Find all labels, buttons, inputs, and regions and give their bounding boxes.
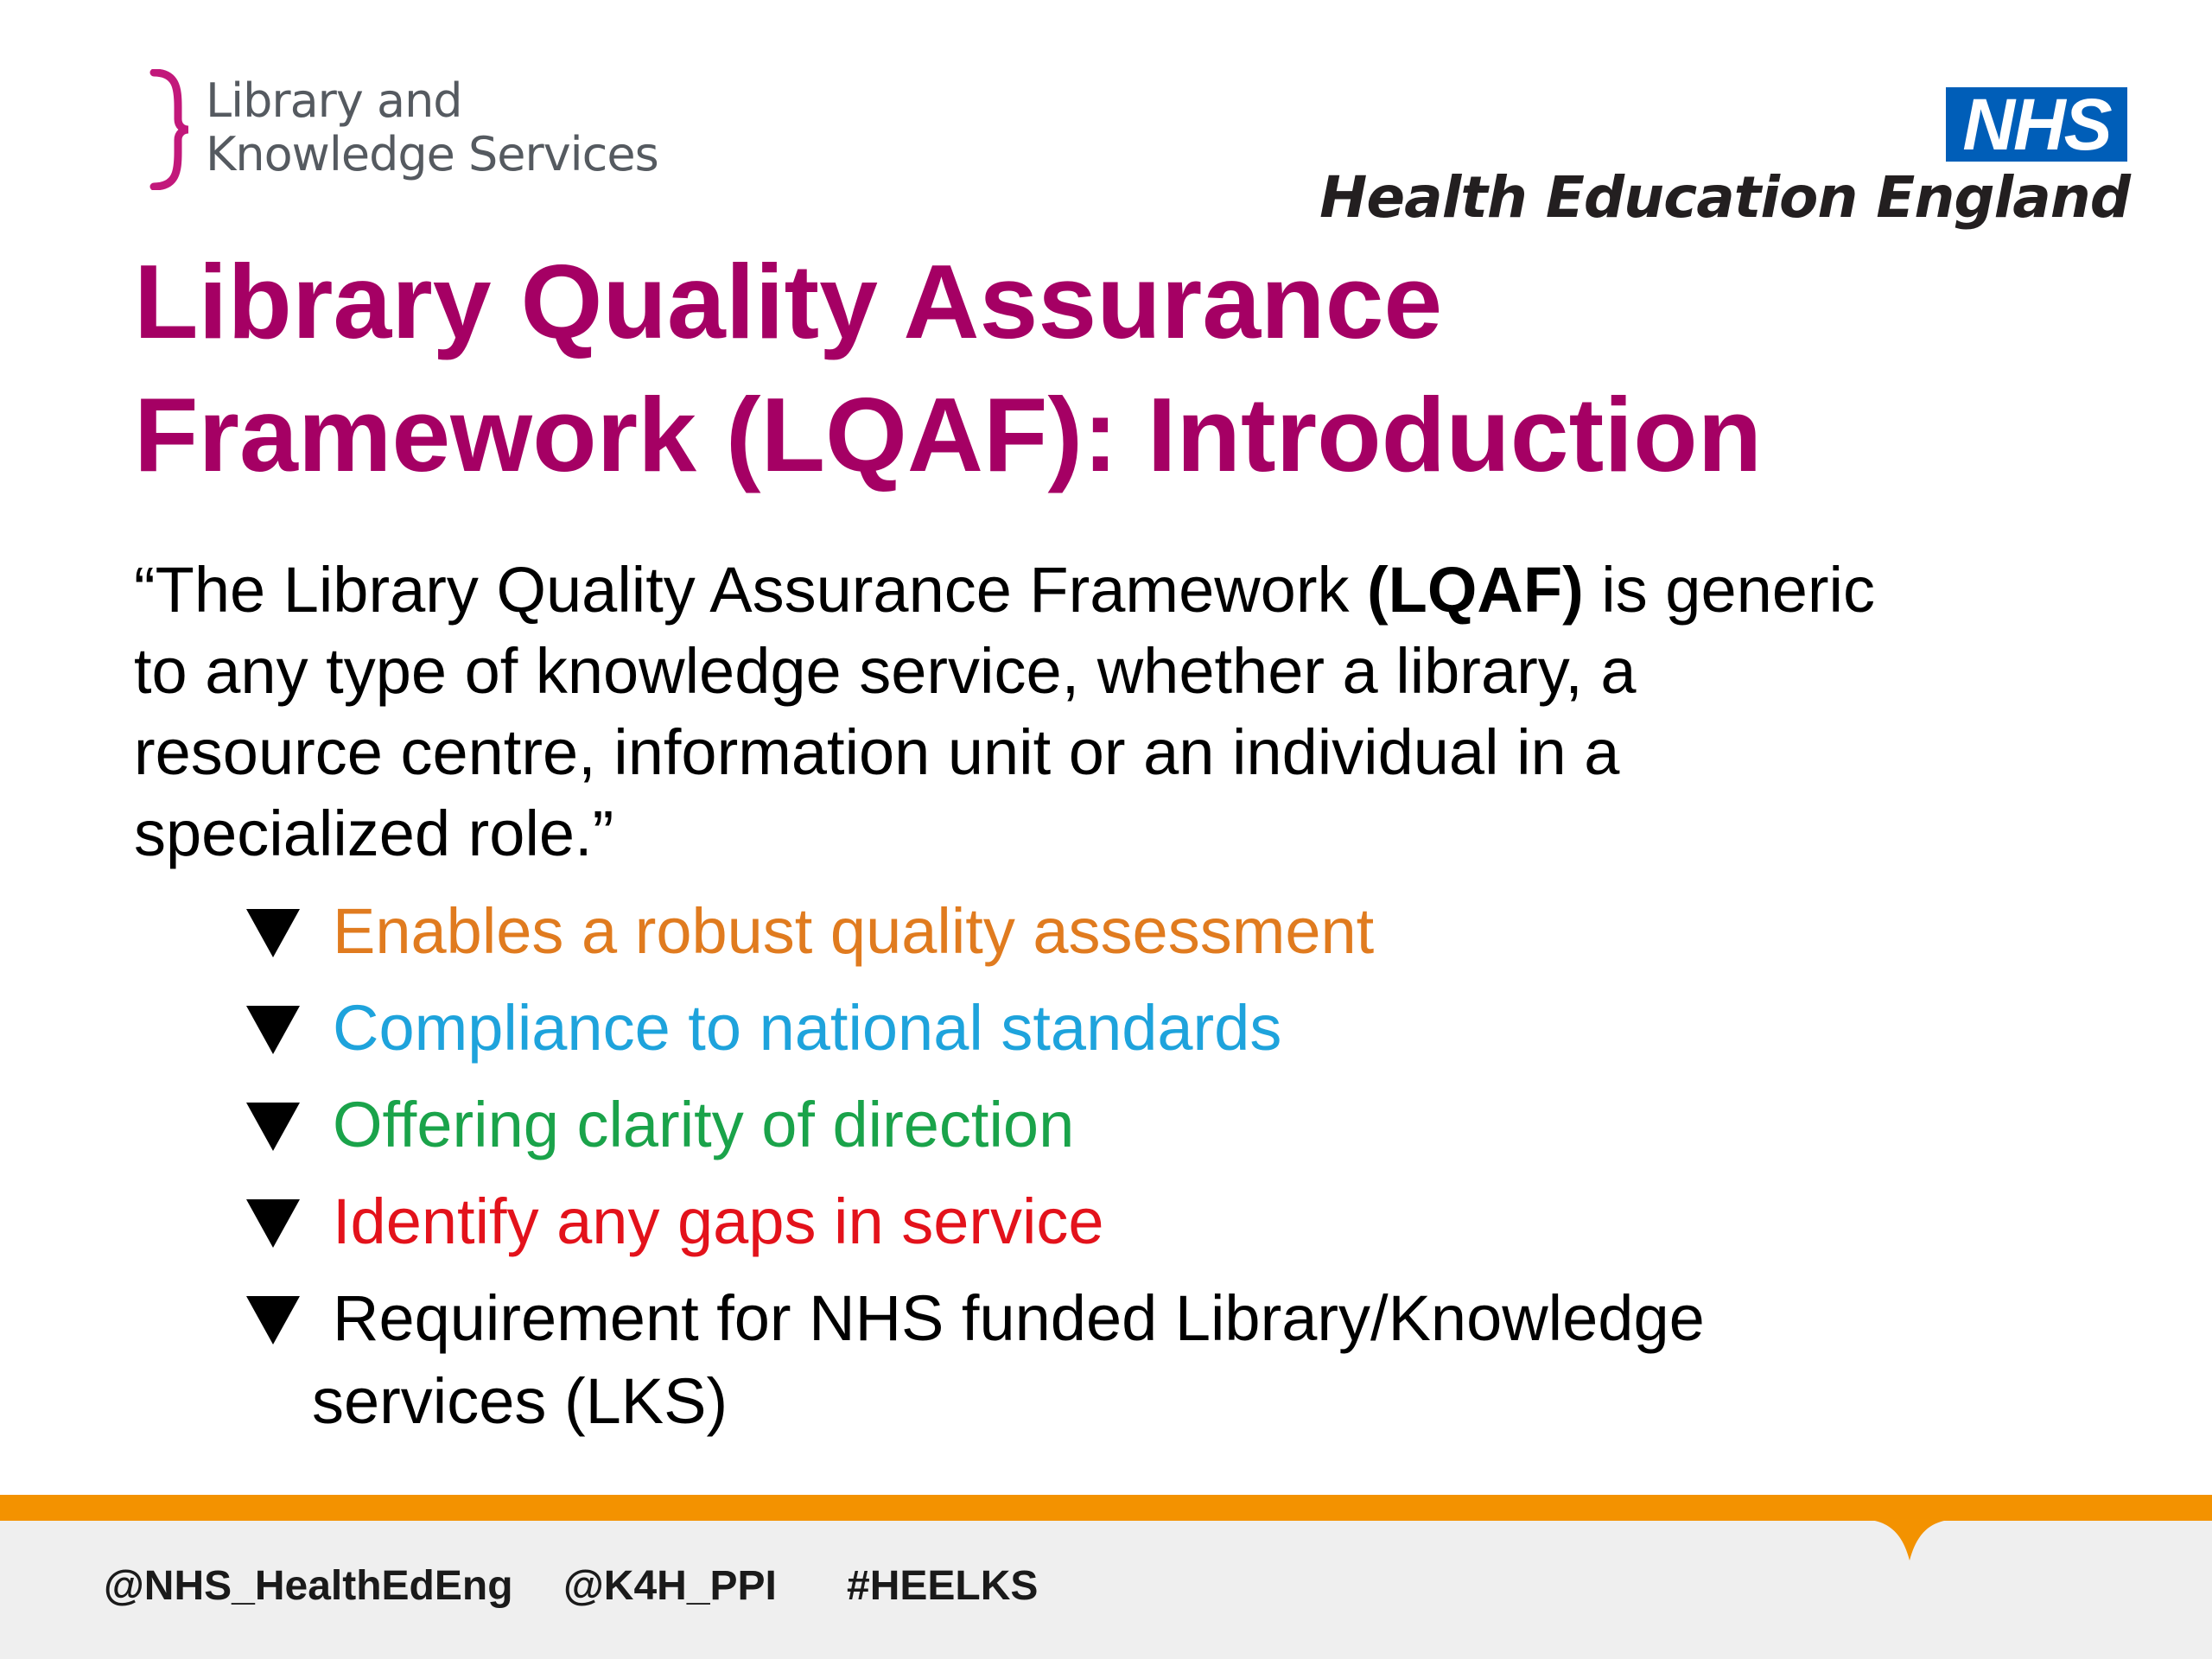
down-triangle-icon — [246, 1199, 300, 1248]
bullet-text: Enables a robust quality assessment — [333, 895, 1375, 967]
bullet-list — [246, 890, 2061, 1450]
footer-accent-bar — [0, 1495, 2212, 1521]
list-item — [246, 987, 2061, 1084]
slide-title — [134, 235, 2078, 501]
list-item — [246, 1084, 2061, 1180]
quote-line1-b: is generic — [1583, 554, 1875, 626]
lks-logo-line2: Knowledge Services — [206, 127, 658, 181]
list-item — [246, 1180, 2061, 1277]
down-triangle-icon — [246, 1296, 300, 1344]
footer-hashtag: #HEELKS — [847, 1563, 1039, 1609]
quote-paragraph — [134, 550, 2035, 874]
down-triangle-icon — [246, 1006, 300, 1054]
lks-logo-line1: Library and — [206, 73, 462, 128]
footer-handle-hee: @NHS_HealthEdEng — [104, 1563, 513, 1609]
list-item — [246, 890, 2061, 987]
nhs-logo — [1946, 84, 2127, 165]
down-triangle-icon — [246, 1103, 300, 1151]
bullet-text-continuation: services (LKS) — [312, 1365, 728, 1437]
title-line2: Framework (LQAF): Introduction — [134, 376, 1763, 493]
bullet-text: Requirement for NHS funded Library/Knowledge — [333, 1282, 1705, 1354]
down-triangle-icon — [246, 909, 300, 957]
title-line1: Library Quality Assurance — [134, 243, 1443, 360]
bullet-text: Compliance to national standards — [333, 992, 1282, 1064]
footer-notch-decoration — [1858, 1519, 1961, 1562]
bullet-text: Offering clarity of direction — [333, 1089, 1075, 1160]
list-item — [246, 1277, 2061, 1450]
health-education-england-text: Health Education England — [1319, 164, 2130, 231]
bullet-text: Identify any gaps in service — [333, 1185, 1104, 1257]
footer-handle-k4h: @K4H_PPI — [563, 1563, 777, 1609]
quote-lqaf-bold: (LQAF) — [1367, 554, 1584, 626]
nhs-logo-text: NHS — [1962, 84, 2111, 165]
quote-line1 — [134, 550, 2035, 631]
quote-line2: to any type of knowledge service, whether a library, a — [134, 635, 1637, 707]
bracket-logo-icon — [147, 69, 190, 190]
quote-line1-a: “The Library Quality Assurance Framework — [134, 554, 1368, 626]
quote-line3: resource centre, information unit or an individual in a — [134, 716, 1620, 788]
quote-line4: specialized role.” — [134, 798, 614, 869]
